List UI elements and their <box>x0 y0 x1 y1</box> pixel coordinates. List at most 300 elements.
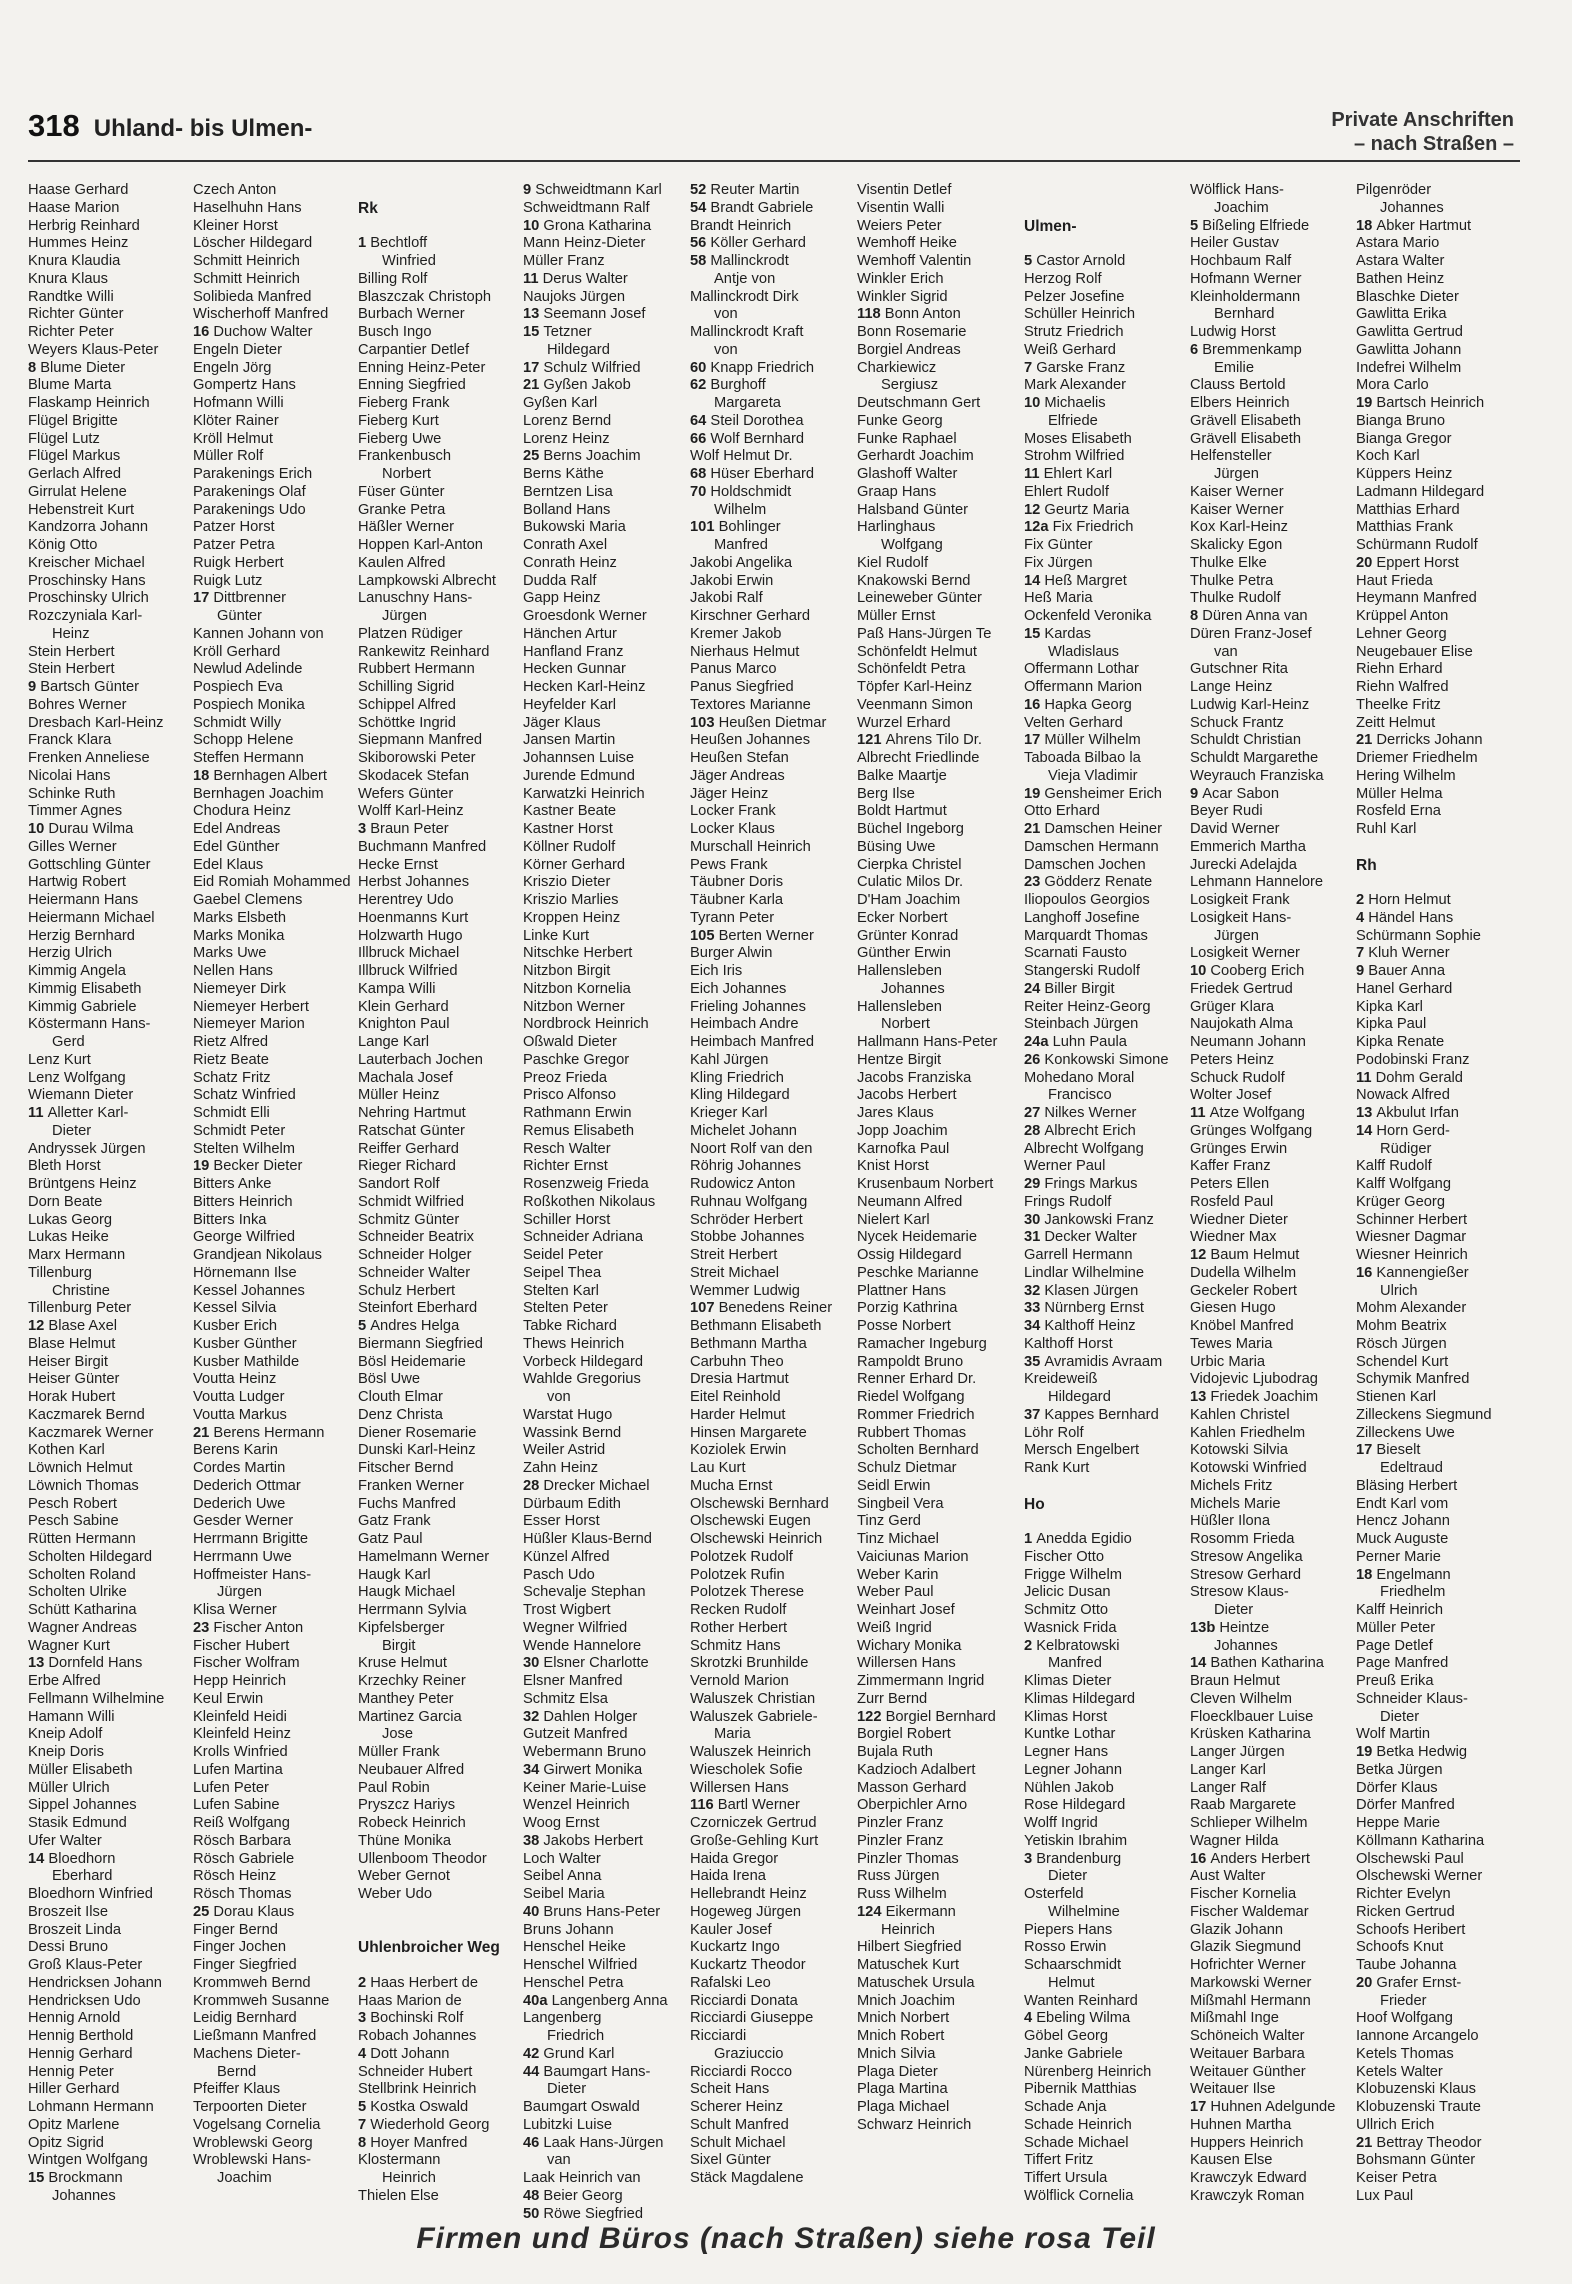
directory-entry <box>1024 626 1189 644</box>
directory-entry-continuation: Edeltraud <box>1380 1460 1443 1476</box>
directory-entry: Knöbel Manfred <box>1190 1318 1294 1334</box>
directory-entry: Richter Peter <box>28 324 114 340</box>
directory-entry: Otto Erhard <box>1024 803 1100 820</box>
spacer <box>1024 1478 1189 1496</box>
directory-entry: Hennig Arnold <box>28 2010 121 2027</box>
resident-name: Geurtz Maria <box>1044 501 1130 518</box>
directory-entry: Finger Siegfried <box>193 1957 297 1973</box>
directory-entry: Nellen Hans <box>193 963 274 979</box>
directory-entry: Legner Hans <box>1024 1744 1109 1760</box>
directory-entry: Theelke Fritz <box>1356 696 1441 713</box>
resident-name: Kalthoff Heinz <box>1044 1318 1136 1334</box>
directory-entry <box>193 1620 358 1638</box>
directory-entry: Tabke Richard <box>523 1318 617 1334</box>
directory-entry: Haida Irena <box>690 1868 766 1885</box>
directory-entry: Kotowski Winfried <box>1190 1460 1307 1476</box>
directory-entry <box>523 448 688 466</box>
resident-name: Borgiel Bernhard <box>885 1708 996 1725</box>
directory-entry: Nitzbon Birgit <box>523 963 611 979</box>
directory-entry: Krolls Winfried <box>193 1744 288 1760</box>
directory-entry: Scholten Hildegard <box>28 1548 153 1565</box>
house-number: 30 <box>523 1655 544 1672</box>
directory-entry: Waluszek Heinrich <box>690 1744 812 1760</box>
house-number: 121 <box>857 732 886 749</box>
directory-entry: Schneider Hubert <box>358 2063 473 2080</box>
house-number: 11 <box>523 270 543 287</box>
house-number: 10 <box>1190 963 1211 979</box>
directory-entry <box>1024 395 1189 413</box>
directory-entry: Lange Karl <box>358 1034 430 1050</box>
house-number: 24a <box>1024 1034 1053 1050</box>
spacer <box>358 1922 523 1940</box>
directory-entry: Waluszek Gabriele- <box>690 1708 818 1725</box>
directory-entry: Heß Maria <box>1024 590 1093 607</box>
resident-name: Baumgart Hans- <box>543 2063 651 2080</box>
directory-entry: Veenmann Simon <box>857 696 973 713</box>
directory-entry: Lukas Heike <box>28 1229 109 1246</box>
directory-entry: Wende Hannelore <box>523 1637 642 1654</box>
directory-entry: Riehn Walfred <box>1356 679 1449 695</box>
directory-entry: Fischer Waldemar <box>1190 1903 1309 1920</box>
directory-entry <box>1024 1354 1189 1372</box>
directory-entry: Johannsen Luise <box>523 750 635 766</box>
directory-entry: Scholten Bernhard <box>857 1442 979 1459</box>
directory-entry: Gesder Werner <box>193 1513 294 1530</box>
directory-entry: Kaiser Werner <box>1190 483 1284 500</box>
directory-entry <box>857 732 1022 750</box>
directory-entry: Weyrauch Franziska <box>1190 767 1324 784</box>
spacer <box>1024 182 1189 200</box>
resident-name: Bloedhorn <box>48 1850 116 1867</box>
directory-entry: Krommweh Bernd <box>193 1974 311 1991</box>
directory-entry: Kremer Jakob <box>690 625 782 642</box>
directory-entry: Düren Franz-Josef <box>1190 625 1312 642</box>
directory-entry: Täubner Doris <box>690 874 784 891</box>
directory-entry: Kaiser Werner <box>1190 501 1284 518</box>
directory-entry: Weber Gernot <box>358 1868 450 1885</box>
directory-entry: Porzig Kathrina <box>857 1300 958 1317</box>
directory-entry: David Werner <box>1190 821 1280 837</box>
resident-name: Benedens Reiner <box>718 1300 833 1317</box>
resident-name: Düren Anna van <box>1202 608 1308 624</box>
resident-name: Abker Hartmut <box>1376 217 1472 234</box>
directory-entry: Czorniczek Gertrud <box>690 1815 817 1831</box>
house-number: 70 <box>690 483 711 500</box>
directory-entry: Rosenzweig Frieda <box>523 1176 649 1192</box>
directory-entry-continuation: Johannes <box>52 2187 116 2204</box>
directory-entry: Künzel Alfred <box>523 1548 610 1565</box>
directory-entry: Hecke Ernst <box>358 856 438 873</box>
directory-entry: Pfeiffer Klaus <box>193 2081 281 2098</box>
directory-entry: Haut Frieda <box>1356 572 1433 589</box>
directory-entry: Weiers Peter <box>857 217 942 234</box>
directory-entry: Grandjean Nikolaus <box>193 1247 322 1263</box>
resident-name: Kelbratowski <box>1036 1637 1120 1654</box>
house-number: 33 <box>1024 1300 1045 1317</box>
directory-entry: Hecken Gunnar <box>523 661 626 678</box>
directory-entry <box>1190 608 1355 626</box>
directory-entry: Fuchs Manfred <box>358 1495 456 1512</box>
directory-entry: Schulz Herbert <box>358 1282 456 1299</box>
directory-entry: Jelicic Dusan <box>1024 1584 1111 1601</box>
directory-entry: Kirschner Gerhard <box>690 608 810 624</box>
directory-entry: Schürmann Rudolf <box>1356 537 1478 553</box>
directory-entry: Enning Heinz-Peter <box>358 359 486 376</box>
directory-entry <box>1024 821 1189 839</box>
directory-entry: Deutschmann Gert <box>857 395 981 411</box>
directory-entry: Dessi Bruno <box>28 1939 108 1956</box>
directory-entry: Visentin Detlef <box>857 182 952 198</box>
resident-name: Bremmenkamp <box>1202 341 1302 358</box>
directory-entry: Mohm Alexander <box>1356 1300 1467 1317</box>
resident-name: Müller Wilhelm <box>1044 732 1141 749</box>
directory-entry: Reiter Heinz-Georg <box>1024 998 1151 1015</box>
directory-entry: Rozczyniala Karl- <box>28 608 143 624</box>
directory-entry <box>1024 874 1189 892</box>
directory-entry: Terpoorten Dieter <box>193 2099 307 2115</box>
directory-entry <box>193 324 358 342</box>
directory-entry: Preoz Frieda <box>523 1069 608 1086</box>
directory-entry: Lufen Sabine <box>193 1797 280 1814</box>
directory-entry-continuation: Günter <box>217 608 262 624</box>
directory-entry <box>1356 1265 1521 1283</box>
directory-entry: Scarnati Fausto <box>1024 945 1127 962</box>
directory-entry: Wagner Hilda <box>1190 1832 1279 1849</box>
directory-entry: Lehmann Hannelore <box>1190 874 1324 891</box>
directory-entry <box>690 1797 855 1815</box>
directory-entry <box>1024 1531 1189 1549</box>
directory-entry: Thüne Monika <box>358 1832 452 1849</box>
resident-name: Langenberg Anna <box>551 1992 668 2009</box>
directory-entry: Kannen Johann von <box>193 625 324 642</box>
house-number: 124 <box>857 1903 886 1920</box>
directory-entry: Lux Paul <box>1356 2187 1414 2204</box>
directory-entry-continuation: Joachim <box>1214 199 1269 216</box>
directory-entry: Hanfland Franz <box>523 643 624 660</box>
directory-entry: Parakenings Erich <box>193 466 313 482</box>
directory-entry: Denz Christa <box>358 1406 443 1423</box>
directory-entry: Schymik Manfred <box>1356 1371 1470 1388</box>
directory-entry: Baumgart Oswald <box>523 2099 640 2115</box>
directory-entry: Marks Uwe <box>193 945 267 962</box>
directory-entry: Thulke Elke <box>1190 554 1267 571</box>
directory-entry: Nielert Karl <box>857 1211 930 1228</box>
house-number: 32 <box>1024 1282 1045 1299</box>
directory-entry: Schatz Fritz <box>193 1069 271 1086</box>
directory-entry: Mißmahl Inge <box>1190 2010 1279 2027</box>
house-number: 18 <box>1356 217 1377 234</box>
directory-entry: Hummes Heinz <box>28 235 129 252</box>
directory-entry <box>1024 1105 1189 1123</box>
directory-entry: Thielen Else <box>358 2187 439 2204</box>
resident-name: Mallinckrodt <box>710 253 789 269</box>
directory-entry-continuation: Elfriede <box>1048 412 1098 429</box>
directory-entry: Harlinghaus <box>857 519 936 536</box>
directory-entry <box>1190 342 1355 360</box>
directory-entry <box>857 306 1022 324</box>
directory-entry: Conrath Heinz <box>523 554 617 571</box>
directory-entry: Kalff Heinrich <box>1356 1602 1444 1618</box>
house-number: 44 <box>523 2063 544 2080</box>
directory-entry: Hinsen Margarete <box>690 1424 807 1441</box>
directory-entry: Vorbeck Hildegard <box>523 1353 644 1370</box>
house-number: 20 <box>1356 554 1377 571</box>
directory-entry: Gompertz Hans <box>193 377 296 394</box>
directory-entry: Gerlach Alfred <box>28 466 122 482</box>
directory-entry: Kaulen Alfred <box>358 554 446 571</box>
directory-entry: Rathmann Erwin <box>523 1105 632 1121</box>
house-number: 31 <box>1024 1229 1045 1246</box>
directory-entry: Bernhagen Joachim <box>193 785 324 802</box>
directory-entry: Kipka Paul <box>1356 1016 1427 1033</box>
directory-entry: Lange Heinz <box>1190 679 1273 695</box>
directory-entry: Koch Karl <box>1356 448 1420 465</box>
directory-entry-continuation: Wilhelmine <box>1048 1903 1120 1920</box>
directory-entry-continuation: Bernd <box>217 2063 257 2080</box>
directory-entry <box>690 466 855 484</box>
house-number: 21 <box>1356 2134 1377 2151</box>
directory-entry <box>1190 963 1355 981</box>
directory-entry: Blaszczak Christoph <box>358 288 492 305</box>
directory-entry-continuation: Jürgen <box>382 608 427 624</box>
directory-entry: Steffen Hermann <box>193 750 304 766</box>
resident-name: Horn Gerd- <box>1376 1122 1450 1139</box>
directory-entry <box>1190 1655 1355 1673</box>
directory-entry: Polotzek Therese <box>690 1584 805 1601</box>
directory-entry: Murschall Heinrich <box>690 838 811 855</box>
directory-entry: Clauss Bertold <box>1190 377 1286 394</box>
directory-entry: Mallinckrodt Dirk <box>690 288 799 305</box>
directory-entry: Peters Ellen <box>1190 1176 1270 1192</box>
directory-entry: Köllmann Katharina <box>1356 1832 1485 1849</box>
house-number: 54 <box>690 199 711 216</box>
directory-entry <box>1356 1442 1521 1460</box>
directory-entry: Lufen Martina <box>193 1761 283 1778</box>
directory-entry: Kastner Beate <box>523 803 617 820</box>
directory-entry: Engeln Jörg <box>193 359 272 376</box>
house-number: 1 <box>1024 1531 1037 1547</box>
resident-name: Holdschmidt <box>710 483 792 500</box>
directory-entry: Riehn Erhard <box>1356 661 1443 678</box>
directory-entry: Weinhart Josef <box>857 1602 955 1618</box>
directory-entry: Groesdonk Werner <box>523 608 647 624</box>
directory-entry <box>28 360 193 378</box>
directory-entry: Stäck Magdalene <box>690 2170 804 2186</box>
street-heading: Rh <box>1356 856 1377 874</box>
directory-entry: Pinzler Thomas <box>857 1850 959 1867</box>
directory-entry: Kreideweiß <box>1024 1371 1098 1388</box>
house-number: 68 <box>690 466 711 482</box>
resident-name: Dornfeld Hans <box>48 1655 143 1672</box>
directory-entry <box>358 2099 523 2117</box>
section-heading-line1: Private Anschriften <box>1331 109 1514 131</box>
directory-entry: Lindlar Wilhelmine <box>1024 1264 1144 1281</box>
directory-entry: Weitauer Barbara <box>1190 2045 1305 2062</box>
directory-entry: Berntzen Lisa <box>523 483 613 500</box>
directory-entry: Lorenz Bernd <box>523 412 612 429</box>
directory-entry: Friedek Gertrud <box>1190 980 1293 997</box>
resident-name: Bathen Katharina <box>1210 1655 1324 1672</box>
directory-entry: Polotzek Rufin <box>690 1566 785 1583</box>
directory-entry: Berns Käthe <box>523 466 604 482</box>
resident-name: Hapka Georg <box>1044 696 1132 713</box>
directory-entry-continuation: Joachim <box>217 2170 272 2186</box>
house-number: 12a <box>1024 519 1053 536</box>
directory-entry: Ketels Walter <box>1356 2063 1443 2080</box>
resident-name: Knapp Friedrich <box>710 359 815 376</box>
directory-entry: Rommer Friedrich <box>857 1406 975 1423</box>
directory-entry: Langhoff Josefine <box>1024 909 1140 926</box>
directory-entry: Olschewski Heinrich <box>690 1531 823 1547</box>
directory-entry: Schmidt Peter <box>193 1122 286 1139</box>
directory-column <box>1024 182 1189 2206</box>
directory-entry: Wiesner Heinrich <box>1356 1247 1468 1263</box>
directory-entry <box>523 1709 688 1727</box>
house-number: 3 <box>358 821 371 837</box>
directory-entry: Schmitt Heinrich <box>193 270 300 287</box>
directory-entry-continuation: Johannes <box>1214 1637 1278 1654</box>
directory-entry: Rosfeld Paul <box>1190 1193 1274 1210</box>
directory-entry: Schmidt Wilfried <box>358 1193 465 1210</box>
house-number: 17 <box>193 590 214 607</box>
directory-entry: Proschinsky Hans <box>28 572 146 589</box>
directory-entry: Kipka Renate <box>1356 1034 1445 1050</box>
directory-entry: Hecken Karl-Heinz <box>523 679 646 695</box>
directory-entry: Hörnemann Ilse <box>193 1264 297 1281</box>
directory-entry: Frigge Wilhelm <box>1024 1566 1122 1583</box>
house-number: 9 <box>523 182 536 198</box>
house-number: 52 <box>690 182 711 198</box>
resident-name: Albrecht Erich <box>1044 1122 1136 1139</box>
house-number: 16 <box>1190 1850 1211 1867</box>
directory-entry: Kahlen Christel <box>1190 1406 1290 1423</box>
directory-entry: Wiedner Dieter <box>1190 1211 1288 1228</box>
directory-entry: Strohm Wilfried <box>1024 448 1125 465</box>
directory-entry: Weiß Gerhard <box>1024 341 1116 358</box>
directory-entry: Fix Günter <box>1024 537 1093 553</box>
directory-entry: Kimmig Elisabeth <box>28 980 142 997</box>
directory-entry: Stein Herbert <box>28 643 115 660</box>
directory-entry: Ricciardi Giuseppe <box>690 2010 814 2027</box>
directory-entry: Schönfeldt Petra <box>857 661 966 678</box>
house-number: 50 <box>523 2205 544 2222</box>
directory-entry <box>1356 945 1521 963</box>
directory-entry <box>690 484 855 502</box>
directory-entry: Knura Klaudia <box>28 253 121 269</box>
resident-name: Berten Werner <box>718 927 814 944</box>
directory-entry: Kroppen Heinz <box>523 909 621 926</box>
directory-entry: Gerhardt Joachim <box>857 448 974 465</box>
resident-name: Brockmann <box>48 2170 123 2186</box>
directory-entry: Vogelsang Cornelia <box>193 2116 321 2133</box>
directory-entry <box>857 1709 1022 1727</box>
directory-entry <box>523 2064 688 2082</box>
directory-entry: Brandt Heinrich <box>690 217 792 234</box>
directory-entry <box>690 235 855 253</box>
spacer <box>358 1904 523 1922</box>
directory-column <box>857 182 1022 2135</box>
house-number: 23 <box>193 1619 214 1636</box>
directory-entry: Herentrey Udo <box>358 892 454 908</box>
directory-entry: Langer Jürgen <box>1190 1744 1285 1760</box>
directory-entry: Kadzioch Adalbert <box>857 1761 976 1778</box>
directory-entry: Olschewski Paul <box>1356 1850 1464 1867</box>
directory-entry: Karnofka Paul <box>857 1140 950 1157</box>
directory-entry <box>28 1105 193 1123</box>
directory-entry: Balke Maartje <box>857 767 947 784</box>
directory-entry: Wichary Monika <box>857 1637 962 1654</box>
directory-entry <box>1190 1105 1355 1123</box>
directory-entry: Pinzler Franz <box>857 1832 944 1849</box>
house-number: 10 <box>28 821 49 837</box>
directory-entry: Wegner Wilfried <box>523 1619 628 1636</box>
directory-entry: Knighton Paul <box>358 1016 450 1033</box>
directory-entry <box>358 2010 523 2028</box>
directory-entry: Betka Jürgen <box>1356 1761 1443 1778</box>
directory-entry: Kiel Rudolf <box>857 554 929 571</box>
directory-entry: Töpfer Karl-Heinz <box>857 679 973 695</box>
directory-entry: Kneip Adolf <box>28 1726 103 1743</box>
directory-entry: Kauler Josef <box>690 1921 772 1938</box>
house-number: 10 <box>523 217 544 234</box>
directory-entry <box>1024 1638 1189 1656</box>
house-number: 21 <box>523 377 544 394</box>
directory-entry-continuation: Johannes <box>1380 199 1444 216</box>
directory-entry: Blume Marta <box>28 377 112 394</box>
directory-entry: Hepp Heinrich <box>193 1673 287 1689</box>
directory-entry: Rösch Gabriele <box>193 1850 295 1867</box>
directory-entry <box>358 1318 523 1336</box>
directory-entry: Röhrig Johannes <box>690 1158 802 1175</box>
house-number: 9 <box>28 679 41 695</box>
house-number: 9 <box>1190 785 1203 802</box>
directory-entry-continuation: von <box>714 306 738 323</box>
directory-entry: Heyfelder Karl <box>523 696 617 713</box>
directory-entry-continuation: Gerd <box>52 1034 85 1050</box>
directory-column <box>358 182 523 2206</box>
directory-entry: Wölflick Cornelia <box>1024 2187 1134 2204</box>
directory-entry: Hoof Wolfgang <box>1356 2010 1453 2027</box>
directory-entry: Machala Josef <box>358 1069 453 1086</box>
directory-entry: Flügel Lutz <box>28 430 100 447</box>
directory-entry: Ockenfeld Veronika <box>1024 608 1152 624</box>
house-number: 103 <box>690 714 719 731</box>
resident-name: Heußen Dietmar <box>718 714 827 731</box>
directory-entry: Krüger Georg <box>1356 1193 1445 1210</box>
directory-entry: Nierhaus Helmut <box>690 643 800 660</box>
directory-entry-continuation: Heinrich <box>382 2170 436 2186</box>
directory-column <box>1190 182 1355 2206</box>
directory-entry: Müller Heinz <box>358 1087 440 1104</box>
directory-entry: Finger Bernd <box>193 1921 278 1938</box>
directory-entry: Wiedner Max <box>1190 1229 1277 1246</box>
directory-entry: Göbel Georg <box>1024 2028 1109 2044</box>
directory-entry <box>1024 697 1189 715</box>
directory-entry: Podobinski Franz <box>1356 1051 1470 1068</box>
directory-entry: Ratschat Günter <box>358 1122 465 1139</box>
directory-entry: Schneider Klaus- <box>1356 1690 1468 1707</box>
directory-entry: Braun Helmut <box>1190 1673 1280 1689</box>
directory-entry <box>1356 218 1521 236</box>
directory-entry: Schult Michael <box>690 2134 786 2151</box>
directory-entry: Granke Petra <box>358 501 446 518</box>
directory-entry: Mnich Joachim <box>857 1992 955 2009</box>
directory-entry: Schneider Walter <box>358 1264 471 1281</box>
directory-entry: Dresbach Karl-Heinz <box>28 714 164 731</box>
directory-entry: Rietz Beate <box>193 1051 269 1068</box>
house-number: 12 <box>28 1318 49 1334</box>
directory-entry: Wassink Bernd <box>523 1424 622 1441</box>
